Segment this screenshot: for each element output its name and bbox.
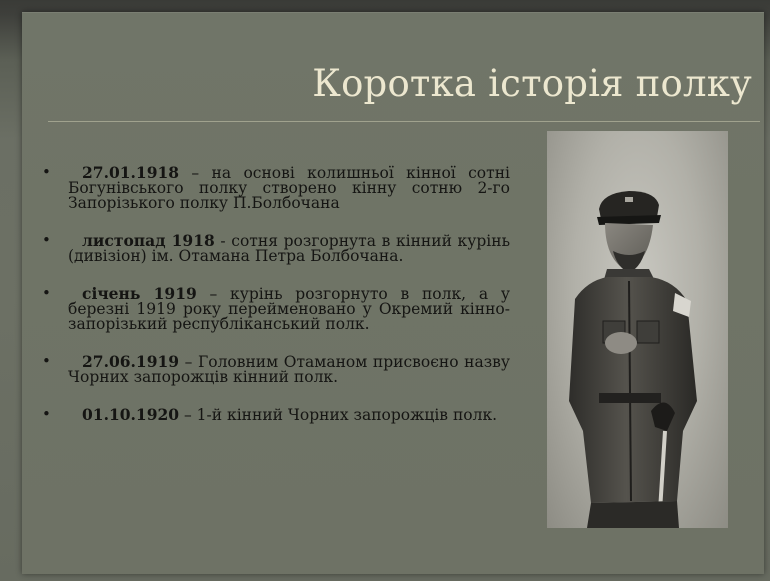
- bullet-icon: •: [42, 352, 51, 370]
- bullet-icon: •: [42, 405, 51, 423]
- list-item-description: – курінь розгорнуто в полк, а у березні 1919 року перейменовано у Окремий кінно-запорізький республіканський полк.: [68, 285, 510, 333]
- bullet-icon: •: [42, 231, 51, 249]
- list-item: [40, 286, 510, 332]
- list-item-description: - сотня розгорнута в кінний курінь (дивізіон) ім. Отамана Петра Болбочана.: [68, 232, 511, 265]
- list-item-date: 01.10.1920: [82, 405, 180, 424]
- list-item: [40, 407, 510, 423]
- list-item-text: [68, 354, 510, 385]
- history-list: [40, 165, 510, 445]
- title-divider: [48, 121, 760, 122]
- list-item-description: – Головним Отаманом присвоєно назву Чорних запорожців кінний полк.: [68, 353, 510, 386]
- bullet-icon: •: [42, 163, 51, 181]
- bullet-icon: •: [42, 284, 51, 302]
- list-item: [40, 165, 510, 211]
- list-item-date: 27.01.1918: [82, 163, 180, 182]
- list-item-text: [68, 286, 510, 332]
- list-item-text: [68, 407, 510, 423]
- list-item-date: січень 1919: [82, 284, 197, 303]
- list-item-text: [68, 165, 510, 211]
- list-item-description: – на основі колишньої кінної сотні Богунівського полку створено кінну сотню 2-го Запорізького полку П.Болбочана: [68, 164, 510, 212]
- list-item: [40, 354, 510, 385]
- list-item: [40, 233, 510, 264]
- portrait-photo: [547, 131, 728, 528]
- slide-title: Коротка історія полку: [312, 62, 752, 105]
- list-item-date: 27.06.1919: [82, 352, 180, 371]
- list-item-date: листопад 1918: [82, 231, 215, 250]
- officer-portrait-illustration: [547, 131, 728, 528]
- list-item-text: [68, 233, 510, 264]
- list-item-description: – 1-й кінний Чорних запорожців полк.: [179, 406, 498, 424]
